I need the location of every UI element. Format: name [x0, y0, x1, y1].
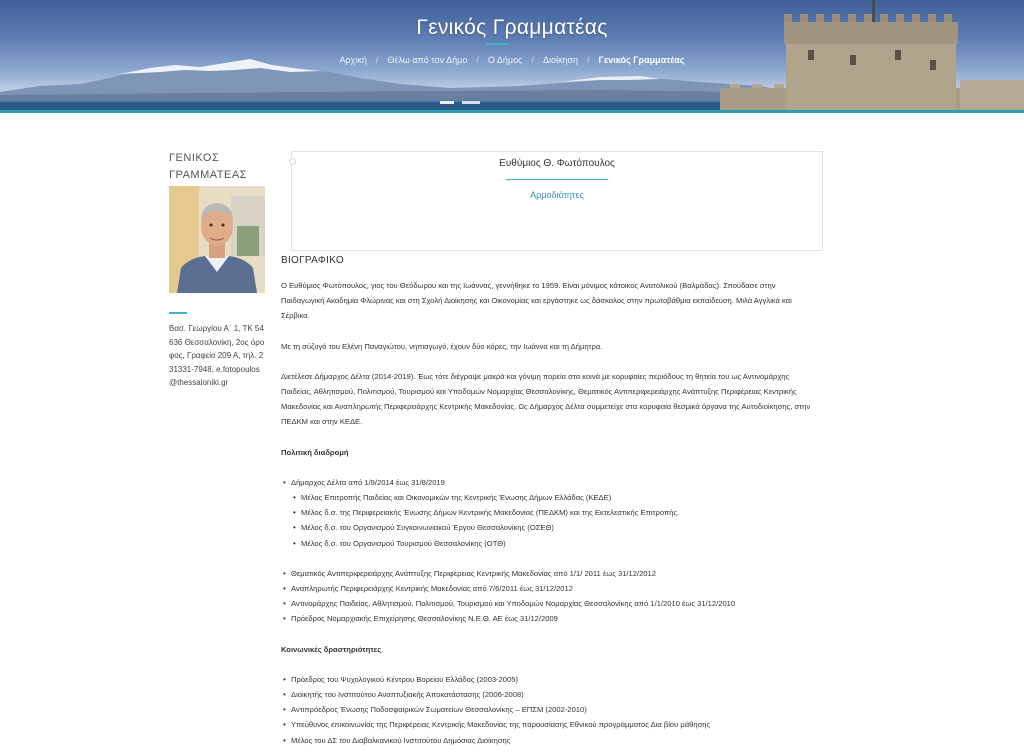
- breadcrumb-separator: /: [531, 55, 534, 65]
- sidebar-title: [169, 150, 267, 184]
- social-list: [281, 672, 821, 748]
- list-item: • Δήμαρχος Δέλτα από 1/9/2014 έως 31/8/2019: [281, 475, 821, 490]
- list-item: • Υπεύθυνος επικοινωνίας της Περιφέρειας Κεντρικής Μακεδονίας της παρουσίασης Εθνικού προγράμματος Δια βίου μάθησης: [281, 717, 821, 732]
- sidebar: [169, 150, 267, 390]
- mayor-sub-list: [281, 490, 821, 551]
- list-item: • Πρόεδρος του Ψυχολογικού Κέντρου Βορείου Ελλάδος (2003-2005): [281, 672, 821, 687]
- bio-paragraph-3: Διετέλεσε Δήμαρχος Δέλτα (2014-2019). Έως τότε διέγραψε μακρά και γόνιμη πορεία στα κοινά με κορυφαίες περιόδους τη θητεία του ως Αντινομάρχης Παιδείας, Αθλητισμού, Πολιτισμού, Τουρισμού και Υποδομών Νομαρχίας Θεσσαλονίκης, Θεματικός Αντιπεριφερειάρχης Ανάπτυξης Περιφέρειας Κεντρικής Μακεδονίας και Αναπληρωτής Περιφερειάρχης Κεντρικής Μακεδονίας. Ως Δήμαρχος Δέλτα συμμετείχε στα κορυφαία θεσμικά όργανα της Αυτοδιοίκησης, στην ΠΕΔΚΜ και στην ΚΕΔΕ.: [281, 371, 811, 427]
- political-list: [281, 475, 821, 490]
- list-item: • Μέλος Επιτροπής Παιδείας και Οικονομικών της Κεντρικής Ένωσης Δήμων Ελλάδας (ΚΕΔΕ): [281, 490, 821, 505]
- profile-card: [291, 151, 823, 251]
- contact-address: Βασ. Γεωργίου Α΄ 1, ΤΚ 54636 Θεσσαλονίκη, 2ος όροφος, Γραφείο 209 Α, τηλ. 231331-7948, e.fotopoulos@thessaloniki.gr: [169, 324, 265, 387]
- breadcrumb-administration[interactable]: Διοίκηση: [542, 55, 579, 65]
- political-positions-list: [281, 566, 821, 627]
- bio-paragraph-1: Ο Ευθύμιος Φωτόπουλος, γιος του Θεόδωρου και της Ιωάννας, γεννήθηκε το 1959. Είναι μόνιμος κάτοικος Ανατολικού (Βαλμάδας). Σπούδασε στην Παιδαγωγική Ακαδημία Φλώρινας και στη Σχολή Διοίκησης και Οικονομίας και εργάστηκε ως δάσκαλος στην πρωτοβάθμια εκπαίδευση. Μιλά Αγγλικά και Σέρβικα.: [281, 281, 792, 321]
- breadcrumb-services[interactable]: Θέλω από τον Δήμο: [387, 55, 468, 65]
- list-item: • Διοικητής του Ινστιτούτου Αναπτυξιακής Αποκατάστασης (2006-2008): [281, 687, 821, 702]
- breadcrumb-current: Γενικός Γραμματέας: [598, 55, 685, 65]
- breadcrumb-municipality[interactable]: Ο Δήμος: [487, 55, 523, 65]
- breadcrumb: [0, 55, 1024, 65]
- bio-content: [281, 278, 821, 748]
- list-item: • Θεματικός Αντιπεριφερειάρχης Ανάπτυξης Περιφέρειας Κεντρικής Μακεδονίας από 1/1/ 2011 έως 31/12/2012: [281, 566, 821, 581]
- page-title: Γενικός Γραμματέας: [416, 16, 608, 39]
- list-item: • Μέλος δ.σ. του Οργανισμού Συγκοινωνιακού Έργου Θεσσαλονίκης (ΟΣΕΘ): [281, 520, 821, 535]
- hero-bottom-bar: [0, 110, 1024, 113]
- sidebar-title-line1: ΓΕΝΙΚΟΣ: [169, 152, 220, 164]
- breadcrumb-separator: /: [587, 55, 590, 65]
- list-item: • Μέλος δ.σ. του Οργανισμού Τουρισμού Θεσσαλονίκης (ΟΤΘ): [281, 536, 821, 551]
- political-heading: Πολιτική διαδρομή: [281, 447, 349, 457]
- profile-name: Ευθύμιος Θ. Φωτόπουλος: [499, 158, 615, 169]
- breadcrumb-separator: /: [375, 55, 379, 65]
- sidebar-title-line2: ΓΡΑΜΜΑΤΕΑΣ: [169, 169, 247, 181]
- breadcrumb-separator: /: [476, 55, 479, 65]
- card-divider: [506, 179, 608, 180]
- list-item: • Αντινομάρχης Παιδείας, Αθλητισμού, Πολιτισμού, Τουρισμού και Υποδομών Νομαρχίας Θεσσαλονίκης από 1/1/2010 έως 31/12/2010: [281, 596, 821, 611]
- breadcrumb-home[interactable]: Αρχική: [339, 55, 367, 65]
- social-heading: Κοινωνικές δραστηριότητες: [281, 644, 382, 654]
- title-underline: [486, 43, 508, 45]
- list-item: • Μέλος του ΔΣ του Διαβαλκανικού Ινστιτούτου Δημόσιας Διοίκησης: [281, 733, 821, 748]
- hero-banner: [0, 0, 1024, 113]
- list-item: • Αντιπρόεδρος Ένωσης Ποδοσφαιρικών Σωματείων Θεσσαλονίκης – ΕΠΣΜ (2002-2010): [281, 702, 821, 717]
- list-item: • Μέλος δ.σ. της Περιφερειακής Ένωσης Δήμων Κεντρικής Μακεδονίας (ΠΕΔΚΜ) και της Εκτελεστικής Επιτροπής.: [281, 505, 821, 520]
- bio-heading: ΒΙΟΓΡΑΦΙΚΟ: [281, 255, 344, 266]
- bio-paragraph-2: Με τη σύζυγό του Ελένη Παναγιώτου, νηπιαγωγό, έχουν δύο κόρες, την Ιωάννα και τη Δήμητρα.: [281, 341, 603, 351]
- list-item: • Αναπληρωτής Περιφερειάρχης Κεντρικής Μακεδονίας από 7/6/2011 έως 31/12/2012: [281, 581, 821, 596]
- list-item: • Πρόεδρος Νομαρχιακής Επιχείρησης Θεσσαλονίκης Ν.Ε.Θ. ΑΕ έως 31/12/2009: [281, 611, 821, 626]
- portrait-photo: [169, 186, 265, 293]
- responsibilities-link[interactable]: Αρμοδιότητες: [530, 190, 584, 200]
- sidebar-divider: [169, 312, 187, 314]
